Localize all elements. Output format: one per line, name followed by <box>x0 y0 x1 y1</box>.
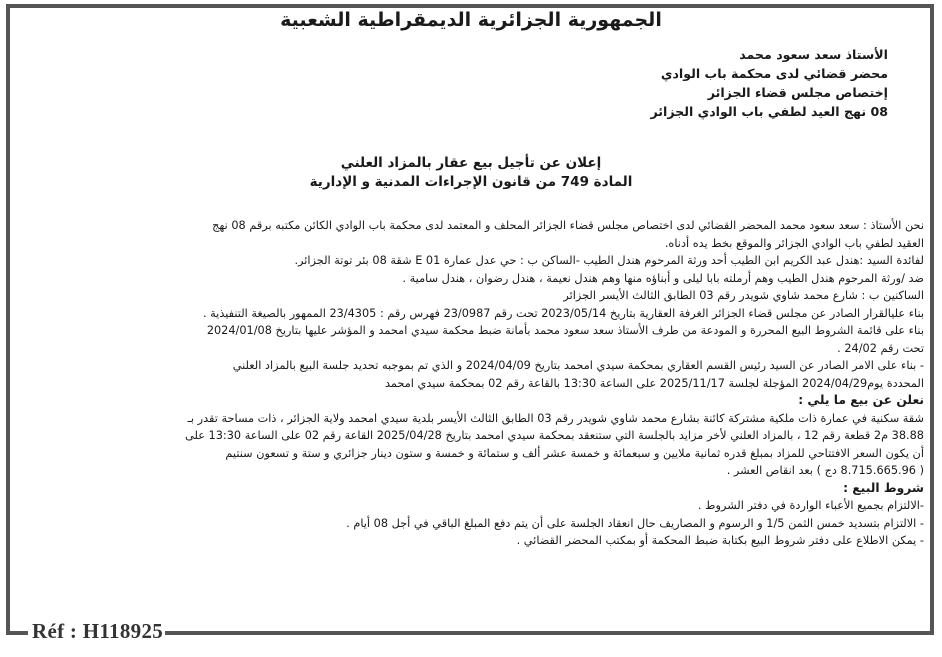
bottom-rule <box>160 631 934 635</box>
announce-line: ( 8.715.665.96 دج ) بعد انقاص العشر . <box>726 464 924 477</box>
condition-item: -الالتزام بجميع الأعباء الواردة في دفتر الشروط . <box>697 499 924 512</box>
body-line: تحت رقم 24/02 . <box>837 341 924 355</box>
body-line: بناء عليالقرار الصادر عن مجلس قضاء الجزائر الغرفة العقارية بتاريخ 2023/05/14 تحت رقم 23/0987 فهرس رقم : 23/4305 الممهور بالصيغة التنفيذية . <box>202 306 924 320</box>
notice-heading-line1: إعلان عن تأجيل بيع عقار بالمزاد العلني <box>340 155 602 171</box>
notice-heading-line2: المادة 749 من قانون الإجراءات المدنية و الإدارية <box>309 174 633 190</box>
notice-body <box>18 217 924 550</box>
body-line: العقيد لطفي باب الوادي الجزائر والموقع بخط يده أدناه. <box>664 236 924 250</box>
republic-title: الجمهورية الجزائرية الديمقراطية الشعبية <box>280 9 662 31</box>
body-line: ضد /ورثة المرحوم هندل الطيب وهم أرملته بابا ليلى و أبناؤه منها وهم هندل نعيمة ، هندل رضوان ، هندل سامية . <box>402 271 924 285</box>
sender-block <box>650 45 888 121</box>
sender-jurisdiction: إختصاص مجلس قضاء الجزائر <box>707 85 888 100</box>
announce-heading: نعلن عن بيع ما يلي : <box>798 393 924 407</box>
notice-heading <box>0 154 942 192</box>
sender-role: محضر قضائي لدى محكمة باب الوادي <box>660 66 888 81</box>
condition-item: - يمكن الاطلاع على دفتر شروط البيع بكتابة ضبط المحكمة أو بمكتب المحضر القضائي . <box>516 534 924 547</box>
bottom-rule <box>6 631 28 635</box>
announce-line: شقة سكنية في عمارة ذات ملكية مشتركة كائنة بشارع محمد شاوي شويدر رقم 03 الطابق الثالث الأيسر بلدية سيدي امحمد ولاية الجزائر ، ذات مساحة تقدر بـ <box>187 411 924 425</box>
reference-number: Réf : H118925 <box>32 619 164 643</box>
body-line: - بناء على الامر الصادر عن السيد رئيس القسم العقاري بمحكمة سيدي امحمد بتاريخ 2024/04/09 و الذي تم بموجبه تحديد جلسة البيع بالمزاد العلني <box>232 359 924 372</box>
body-line: المحددة يوم2024/04/29 المؤجلة لجلسة 2025/11/17 على الساعة 13:30 بالقاعة رقم 02 بمحكمة سيدي امحمد <box>384 376 924 390</box>
announce-line: أن يكون السعر الافتتاحي للمزاد بمبلغ قدره ثمانية ملايين و سبعمائة و خمسة عشر ألف و ستمائة و خمسة و ستون دينار جزائري و ستة و تسعون سنتيم <box>225 446 924 460</box>
condition-item: - الالتزام بتسديد خمس الثمن 1/5 و الرسوم و المصاريف حال انعقاد الجلسة على أن يتم دفع المبلغ الباقي في أجل 08 أيام . <box>346 516 924 530</box>
sender-address: 08 نهج العيد لطفي باب الوادي الجزائر <box>650 104 888 119</box>
conditions-heading: شروط البيع : <box>843 480 924 495</box>
body-line: لفائدة السيد :هندل عبد الكريم ابن الطيب أحد ورثة المرحوم هندل الطيب -الساكن ب : حي عدل عمارة E 01 شقة 08 بئر توتة الجزائر. <box>294 254 924 267</box>
sender-name: الأستاذ سعد سعود محمد <box>739 47 888 62</box>
announce-line: 38.88 م2 قطعة رقم 12 ، بالمزاد العلني لأخر مزايد بالجلسة التي ستنعقد بمحكمة سيدي امحمد بتاريخ 2025/04/28 القاعة رقم 02 على الساعة 13:30 على <box>185 429 924 442</box>
body-line: نحن الأستاذ : سعد سعود محمد المحضر القضائي لدى اختصاص مجلس قضاء الجزائر المحلف و المعتمد لدى محكمة باب الوادي الكائن مكتبه برقم 08 نهج <box>212 219 924 232</box>
body-line: بناء على قائمة الشروط البيع المحررة و المودعة من طرف الأستاذ سعد سعود محمد بأمانة ضبط محكمة سيدي امحمد و المؤشر عليها بتاريخ 2024/01/08 <box>206 324 924 337</box>
body-line: الساكنين ب : شارع محمد شاوي شويدر رقم 03 الطابق الثالث الأيسر الجزائر <box>563 289 924 302</box>
